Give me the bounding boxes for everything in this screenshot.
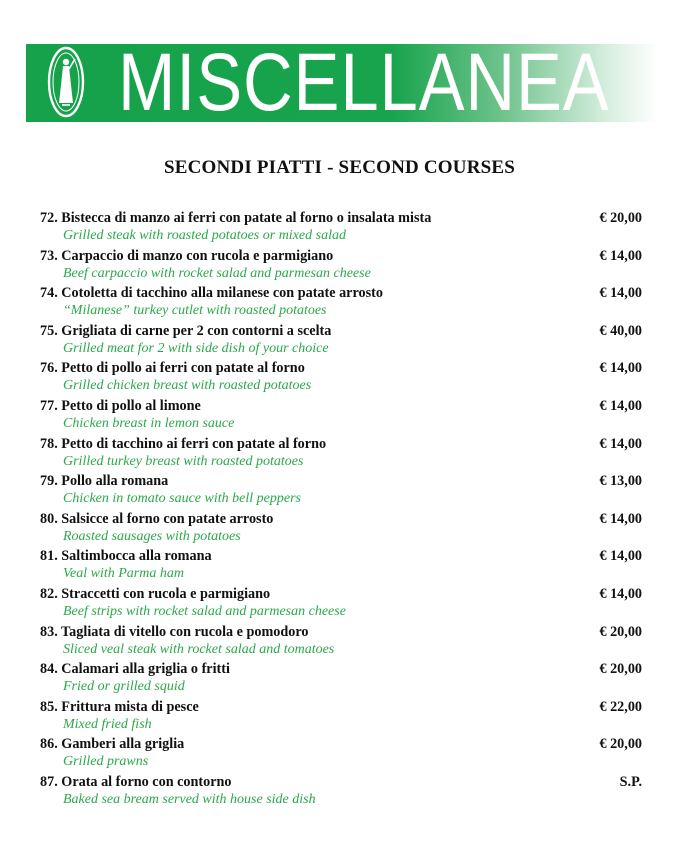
dish-price: € 20,00 xyxy=(599,661,642,678)
logo-figure-icon xyxy=(46,45,86,119)
dish-price: € 14,00 xyxy=(599,435,642,452)
dish-name: 79. Pollo alla romana xyxy=(40,473,169,490)
dish-english: Grilled prawns xyxy=(63,754,149,770)
menu-item xyxy=(40,472,642,510)
dish-name: 80. Salsicce al forno con patate arrosto xyxy=(40,510,274,527)
dish-name: 87. Orata al forno con contorno xyxy=(40,773,232,790)
dish-english: Beef carpaccio with rocket salad and parmesan cheese xyxy=(63,265,371,281)
dish-english: “Milanese” turkey cutlet with roasted potatoes xyxy=(63,303,327,319)
menu-item xyxy=(40,773,642,811)
dish-price: € 20,00 xyxy=(599,623,642,640)
menu-item xyxy=(40,322,642,360)
dish-name: 85. Frittura mista di pesce xyxy=(40,698,199,715)
menu-item xyxy=(40,660,642,698)
menu-item xyxy=(40,284,642,322)
dish-price: € 40,00 xyxy=(599,322,642,339)
dish-name: 81. Saltimbocca alla romana xyxy=(40,548,212,565)
dish-price: € 20,00 xyxy=(599,736,642,753)
dish-price: € 14,00 xyxy=(599,247,642,264)
dish-name: 75. Grigliata di carne per 2 con contorni a scelta xyxy=(40,322,332,339)
dish-name: 83. Tagliata di vitello con rucola e pomodoro xyxy=(40,623,309,640)
menu-item xyxy=(40,698,642,736)
dish-english: Chicken in tomato sauce with bell peppers xyxy=(63,491,301,507)
dish-english: Veal with Parma ham xyxy=(63,566,184,582)
dish-name: 73. Carpaccio di manzo con rucola e parmigiano xyxy=(40,247,334,264)
dish-english: Grilled chicken breast with roasted potatoes xyxy=(63,378,312,394)
dish-name: 74. Cotoletta di tacchino alla milanese con patate arrosto xyxy=(40,285,383,302)
menu-item xyxy=(40,510,642,548)
dish-english: Baked sea bream served with house side dish xyxy=(63,791,316,807)
dish-english: Grilled meat for 2 with side dish of your choice xyxy=(63,340,329,356)
menu-item xyxy=(40,435,642,473)
dish-name: 78. Petto di tacchino ai ferri con patate al forno xyxy=(40,435,327,452)
menu-item xyxy=(40,585,642,623)
dish-price: € 13,00 xyxy=(599,473,642,490)
dish-price: € 20,00 xyxy=(599,210,642,226)
dish-english: Mixed fried fish xyxy=(63,716,152,732)
dish-price: € 14,00 xyxy=(599,585,642,602)
dish-price: € 14,00 xyxy=(599,548,642,565)
menu-item xyxy=(40,547,642,585)
dish-name: 76. Petto di pollo ai ferri con patate al forno xyxy=(40,360,305,377)
dish-price: € 14,00 xyxy=(599,510,642,527)
dish-name: 84. Calamari alla griglia o fritti xyxy=(40,661,230,678)
dish-price: € 22,00 xyxy=(599,698,642,715)
dish-name: 86. Gamberi alla griglia xyxy=(40,736,185,753)
menu-item xyxy=(40,735,642,773)
dish-price: € 14,00 xyxy=(599,360,642,377)
menu-item xyxy=(40,209,642,247)
menu-item xyxy=(40,359,642,397)
dish-name: 82. Straccetti con rucola e parmigiano xyxy=(40,585,271,602)
menu-item xyxy=(40,247,642,285)
menu-list xyxy=(40,209,642,811)
dish-price: € 14,00 xyxy=(599,397,642,414)
dish-price: S.P. xyxy=(619,773,642,790)
menu-item xyxy=(40,623,642,661)
dish-english: Chicken breast in lemon sauce xyxy=(63,415,235,431)
dish-english: Beef strips with rocket salad and parmesan cheese xyxy=(63,603,346,619)
dish-english: Grilled steak with roasted potatoes or mixed salad xyxy=(63,228,346,243)
dish-english: Fried or grilled squid xyxy=(63,679,185,695)
brand-title: MISCELLANEA xyxy=(118,37,610,128)
dish-name: 77. Petto di pollo al limone xyxy=(40,397,201,414)
dish-price: € 14,00 xyxy=(599,285,642,302)
menu-item xyxy=(40,397,642,435)
section-title: SECONDI PIATTI - SECOND COURSES xyxy=(163,157,516,178)
dish-english: Sliced veal steak with rocket salad and tomatoes xyxy=(63,641,335,657)
dish-english: Grilled turkey breast with roasted potatoes xyxy=(63,453,304,469)
dish-name: 72. Bistecca di manzo ai ferri con patate al forno o insalata mista xyxy=(40,210,432,226)
dish-english: Roasted sausages with potatoes xyxy=(63,528,241,544)
